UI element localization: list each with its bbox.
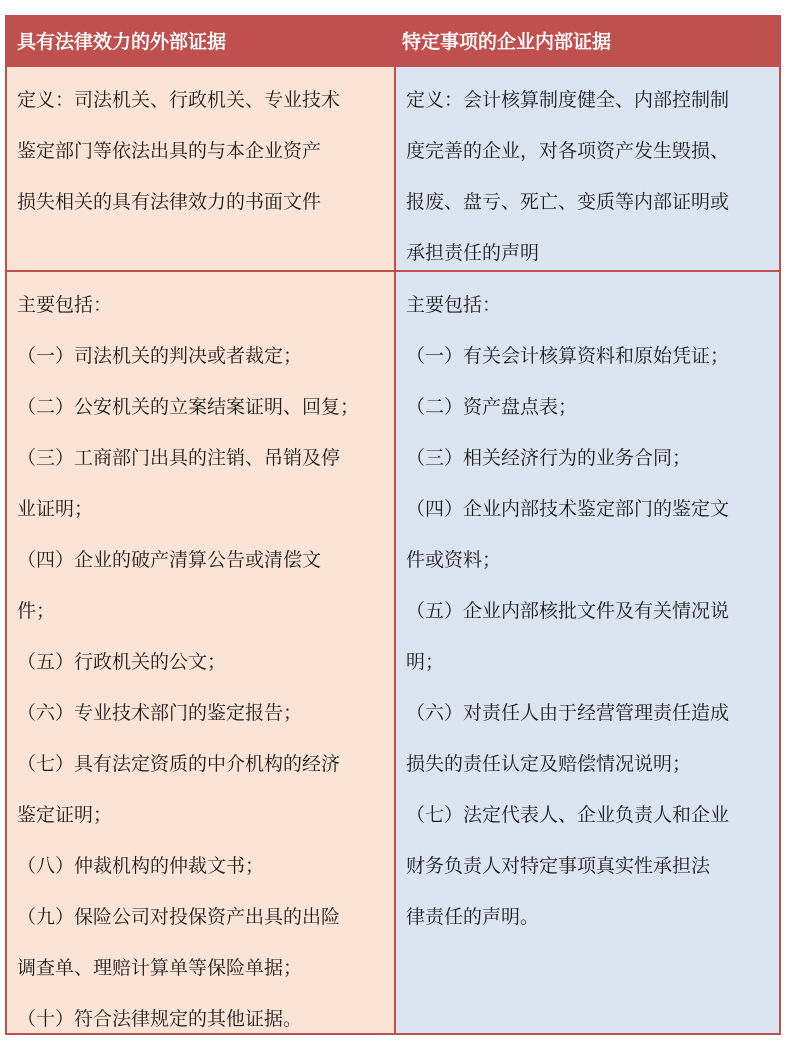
list-item: 件或资料；	[406, 549, 502, 571]
header-internal-evidence: 特定事项的企业内部证据	[402, 31, 612, 53]
list-item: 业证明；	[17, 498, 94, 520]
list-item: （一）司法机关的判决或者裁定；	[17, 345, 303, 367]
list-item: 件；	[17, 600, 56, 622]
list-item: （八）仲裁机构的仲裁文书；	[17, 855, 265, 877]
list-item: （二）资产盘点表；	[406, 396, 578, 418]
table-header	[7, 17, 779, 67]
text-line: 定义：会计核算制度健全、内部控制制	[406, 89, 730, 111]
list-item: 损失的责任认定及赔偿情况说明；	[406, 753, 692, 775]
list-item: （五）企业内部核批文件及有关情况说	[406, 600, 730, 622]
list-item: （九）保险公司对投保资产出具的出险	[17, 906, 341, 928]
text-line: 定义：司法机关、行政机关、专业技术	[17, 89, 341, 111]
list-item: （四）企业的破产清算公告或清偿文	[17, 549, 322, 571]
list-item: （五）行政机关的公文；	[17, 651, 227, 673]
text-line: 主要包括：	[406, 294, 502, 316]
list-item: （六）对责任人由于经营管理责任造成	[406, 702, 730, 724]
list-item: （三）工商部门出具的注销、吊销及停	[17, 447, 341, 469]
list-item: （一）有关会计核算资料和原始凭证；	[406, 345, 730, 367]
list-item: 鉴定证明；	[17, 804, 113, 826]
text-line: 主要包括：	[17, 294, 113, 316]
text-line: 报废、盘亏、死亡、变质等内部证明或	[406, 191, 730, 213]
column-divider	[394, 67, 396, 1033]
list-item: （四）企业内部技术鉴定部门的鉴定文	[406, 498, 730, 520]
list-item: （三）相关经济行为的业务合同；	[406, 447, 692, 469]
list-item: （十）符合法律规定的其他证据。	[17, 1008, 303, 1030]
list-item: （七）法定代表人、企业负责人和企业	[406, 804, 730, 826]
external-definition-cell	[17, 75, 340, 228]
list-item: 律责任的声明。	[406, 906, 540, 928]
external-includes-cell	[17, 280, 359, 1045]
list-item: （二）公安机关的立案结案证明、回复；	[17, 396, 360, 418]
list-item: 明；	[406, 651, 445, 673]
text-line: 承担责任的声明	[406, 242, 540, 264]
text-line: 损失相关的具有法律效力的书面文件	[17, 191, 322, 213]
evidence-table	[5, 15, 781, 1035]
list-item: 财务负责人对特定事项真实性承担法	[406, 855, 711, 877]
list-item: （七）具有法定资质的中介机构的经济	[17, 753, 341, 775]
text-line: 鉴定部门等依法出具的与本企业资产	[17, 140, 322, 162]
header-external-evidence: 具有法律效力的外部证据	[17, 31, 227, 53]
text-line: 度完善的企业，对各项资产发生毁损、	[406, 140, 730, 162]
internal-definition-cell	[406, 75, 729, 279]
internal-includes-cell	[406, 280, 729, 943]
list-item: 调查单、理赔计算单等保险单据；	[17, 957, 303, 979]
list-item: （六）专业技术部门的鉴定报告；	[17, 702, 303, 724]
